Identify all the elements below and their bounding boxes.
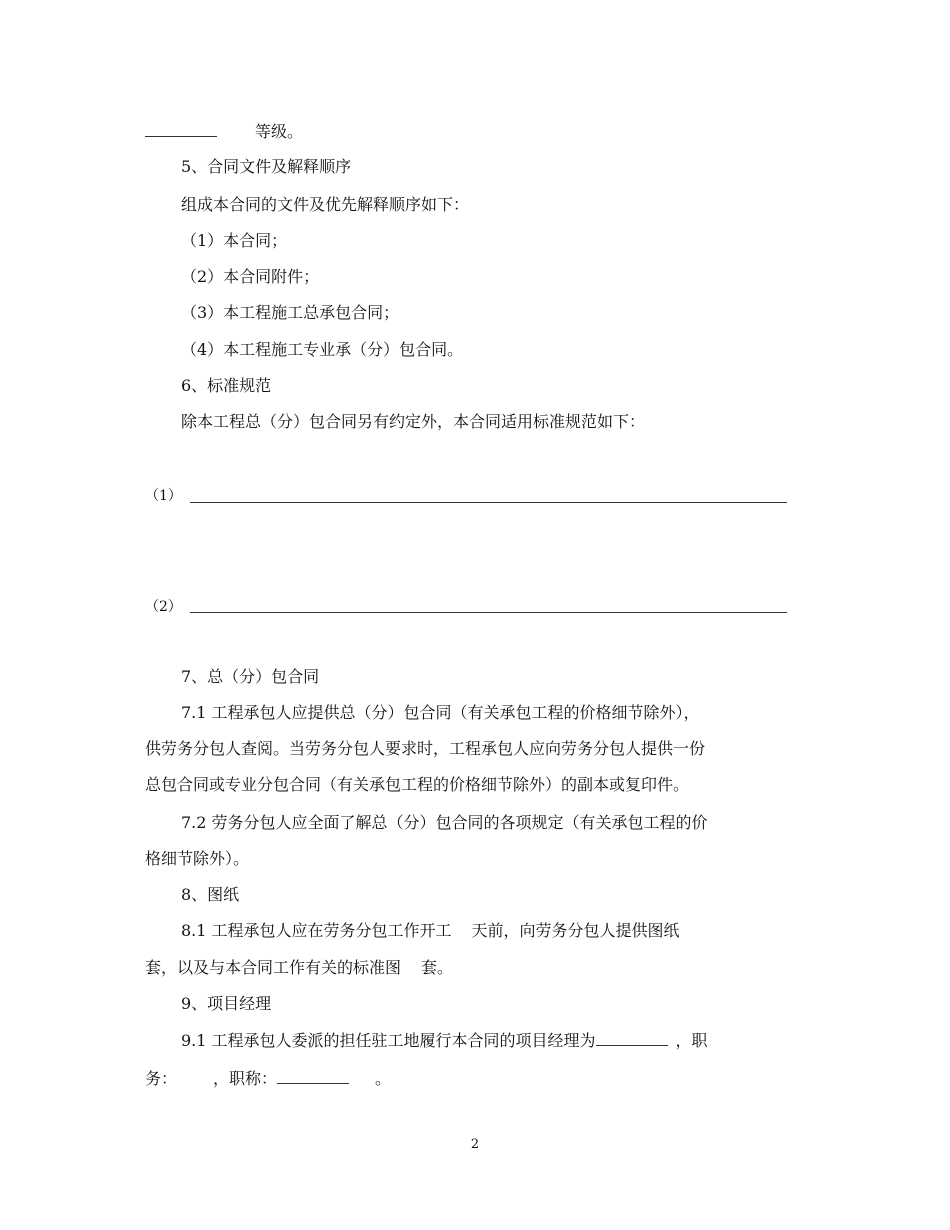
project-manager-blank: [596, 1029, 668, 1046]
section-7-heading: 7、总（分）包合同: [181, 667, 320, 686]
clause-7-1-line-2: 供劳务分包人查阅。当劳务分包人要求时，工程承包人应向劳务分包人提供一份: [145, 739, 706, 758]
clause-8-1-text-a: 8.1 工程承包人应在劳务分包工作开工: [181, 921, 452, 940]
clause-9-1-text-a: 9.1 工程承包人委派的担任驻工地履行本合同的项目经理为: [181, 1031, 596, 1050]
clause-8-1-text-b: 天前，向劳务分包人提供图纸: [471, 921, 680, 940]
grade-line: [145, 120, 303, 143]
clause-8-1-text-c: 套，以及与本合同工作有关的标准图: [145, 958, 402, 977]
list-item-4: （4）本工程施工专业承（分）包合同。: [181, 340, 464, 359]
clause-8-1-line-2: [145, 957, 453, 979]
standard-item-1-underline: [190, 502, 787, 503]
section-6-heading: 6、标准规范: [181, 376, 272, 395]
clause-9-1-line-1: [181, 1029, 708, 1052]
standard-item-2-underline: [190, 612, 787, 613]
clause-7-2-line-2: 格细节除外）。: [145, 849, 250, 868]
clause-9-1-text-b: ，职: [675, 1031, 708, 1050]
grade-text: 等级。: [255, 122, 304, 141]
clause-8-1-line-1: [181, 920, 680, 942]
section-8-heading: 8、图纸: [181, 885, 240, 904]
clause-7-2-line-1: 7.2 劳务分包人应全面了解总（分）包合同的各项规定（有关承包工程的价: [181, 813, 708, 832]
list-item-1: （1）本合同；: [181, 231, 288, 250]
clause-9-1-text-c: 务：: [145, 1069, 178, 1088]
section-5-paragraph: 组成本合同的文件及优先解释顺序如下：: [181, 195, 470, 214]
standard-item-2-label: （2）: [145, 599, 182, 615]
clause-7-1-line-1: 7.1 工程承包人应提供总（分）包合同（有关承包工程的价格细节除外），: [181, 703, 700, 722]
clause-9-1-text-d: ，职称：: [213, 1069, 278, 1088]
section-5-heading: 5、合同文件及解释顺序: [181, 157, 352, 176]
clause-8-1-text-d: 套。: [421, 958, 454, 977]
blank-underline: [145, 120, 217, 137]
standard-item-1-label: （1）: [145, 488, 182, 504]
list-item-2: （2）本合同附件；: [181, 267, 320, 286]
clause-9-1-line-2: [145, 1067, 391, 1090]
clause-9-1-text-e: 。: [375, 1069, 392, 1088]
list-item-3: （3）本工程施工总承包合同；: [181, 303, 400, 322]
section-9-heading: 9、项目经理: [181, 994, 272, 1013]
title-blank: [277, 1067, 349, 1084]
section-6-paragraph: 除本工程总（分）包合同另有约定外，本合同适用标准规范如下：: [181, 412, 646, 431]
page-number: 2: [470, 1137, 480, 1152]
clause-7-1-line-3: 总包合同或专业分包合同（有关承包工程的价格细节除外）的副本或复印件。: [145, 775, 690, 794]
